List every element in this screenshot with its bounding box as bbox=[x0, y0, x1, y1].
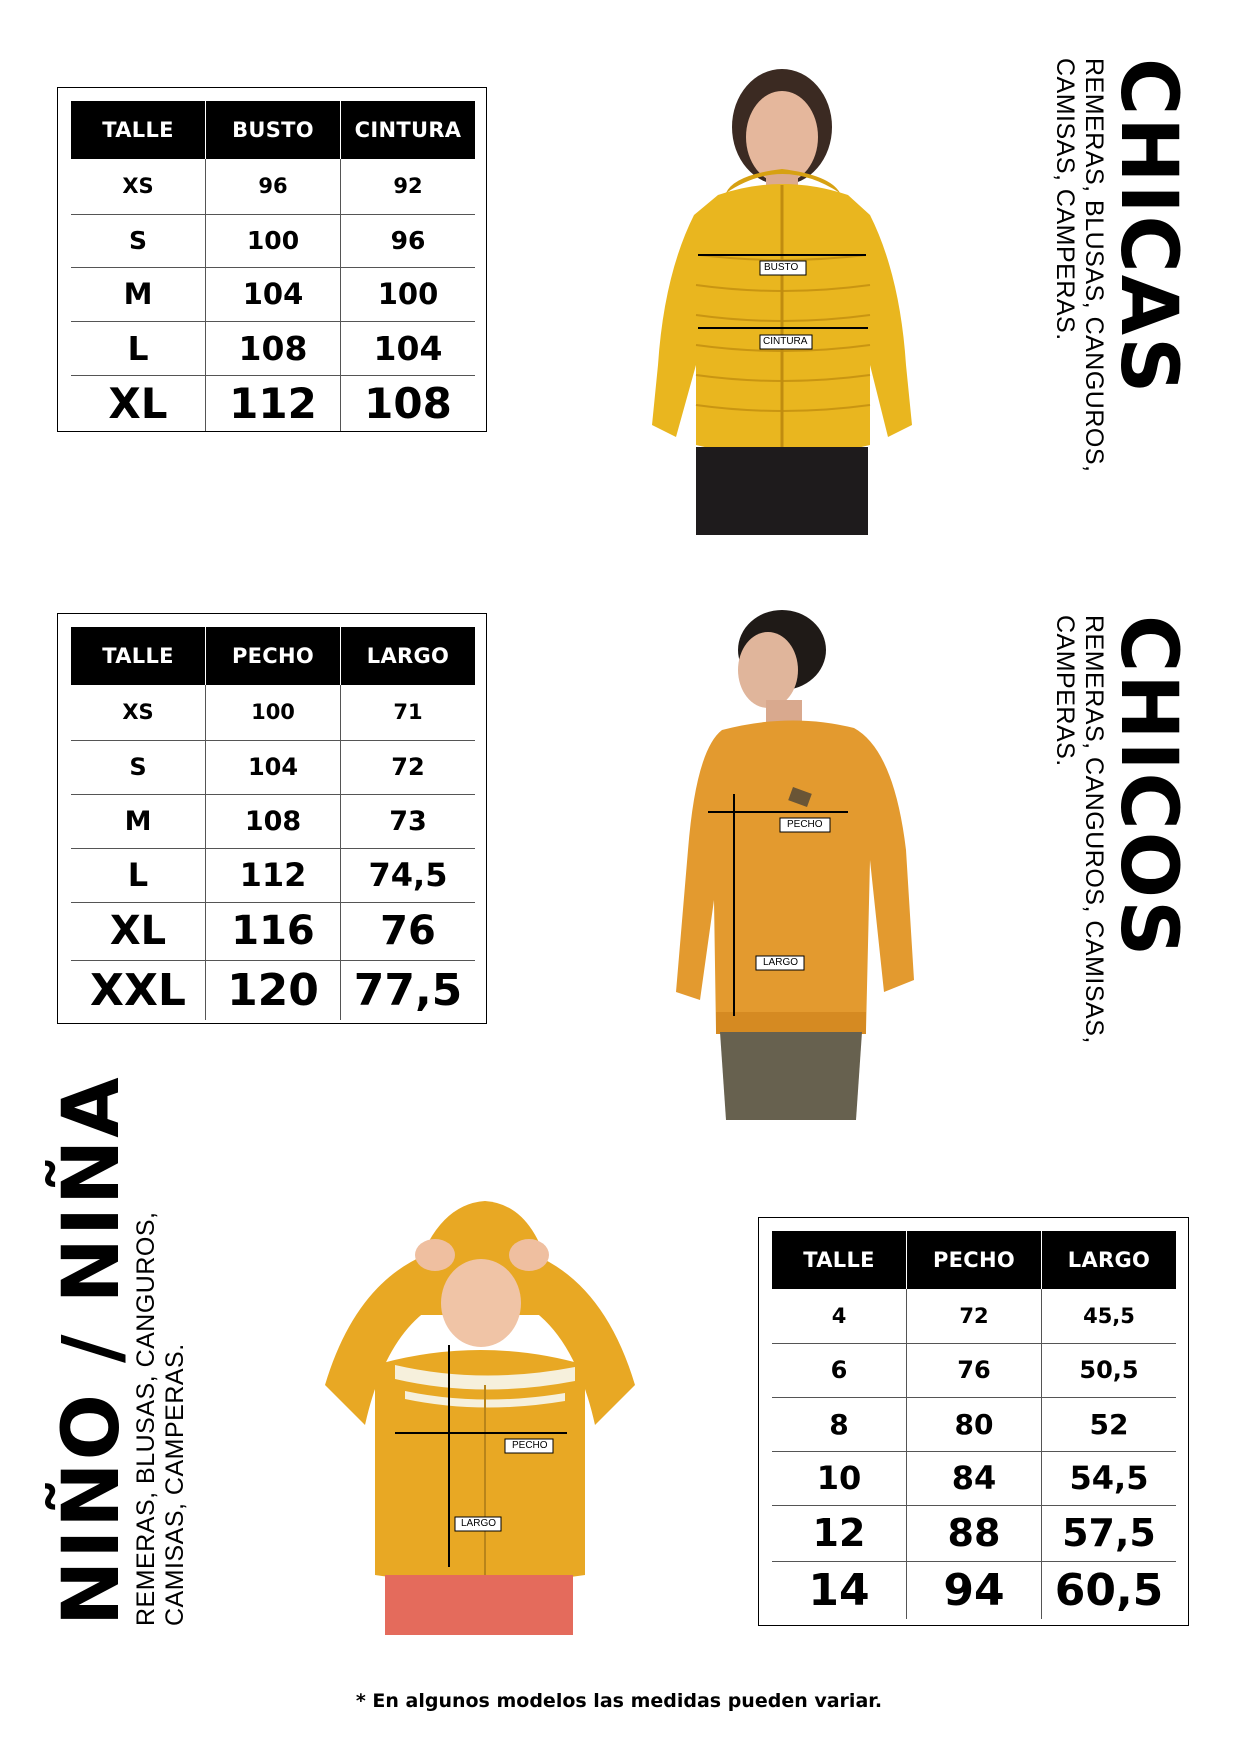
cell-largo: 71 bbox=[341, 685, 476, 740]
pecho-label: PECHO bbox=[787, 819, 823, 830]
table-row bbox=[71, 794, 475, 848]
cell-pecho: 120 bbox=[206, 960, 341, 1020]
ninos-size-table bbox=[758, 1217, 1189, 1626]
cell-size: 10 bbox=[772, 1451, 907, 1505]
cell-largo: 57,5 bbox=[1042, 1505, 1177, 1561]
cell-pecho: 84 bbox=[907, 1451, 1042, 1505]
table-row bbox=[772, 1505, 1176, 1561]
cell-pecho: 116 bbox=[206, 902, 341, 960]
cell-pecho: 104 bbox=[206, 740, 341, 794]
pecho-label: PECHO bbox=[512, 1440, 548, 1451]
chicas-table bbox=[71, 101, 475, 431]
cell-size: M bbox=[71, 267, 206, 321]
table-row bbox=[772, 1561, 1176, 1619]
table-row bbox=[71, 685, 475, 740]
cell-largo: 52 bbox=[1042, 1397, 1177, 1451]
cell-cintura: 96 bbox=[341, 214, 476, 267]
cell-largo: 54,5 bbox=[1042, 1451, 1177, 1505]
table-row bbox=[772, 1397, 1176, 1451]
header-pecho: PECHO bbox=[206, 627, 341, 685]
ninos-heading bbox=[47, 1075, 190, 1626]
table-row bbox=[772, 1289, 1176, 1343]
chicas-size-table bbox=[57, 87, 487, 432]
cell-busto: 100 bbox=[206, 214, 341, 267]
largo-label: LARGO bbox=[461, 1518, 497, 1529]
chicos-heading bbox=[1050, 615, 1193, 1044]
cell-pecho: 100 bbox=[206, 685, 341, 740]
cell-size: L bbox=[71, 848, 206, 902]
cell-size: S bbox=[71, 214, 206, 267]
table-row bbox=[71, 740, 475, 794]
header-largo: LARGO bbox=[1042, 1231, 1177, 1289]
table-row bbox=[71, 375, 475, 431]
chicos-model-illustration bbox=[670, 600, 920, 1120]
header-talle: TALLE bbox=[71, 101, 206, 159]
cell-pecho: 94 bbox=[907, 1561, 1042, 1619]
cell-busto: 108 bbox=[206, 321, 341, 375]
cell-size: XXL bbox=[71, 960, 206, 1020]
cell-largo: 77,5 bbox=[341, 960, 476, 1020]
cell-cintura: 92 bbox=[341, 159, 476, 214]
cell-pecho: 72 bbox=[907, 1289, 1042, 1343]
cell-size: 6 bbox=[772, 1343, 907, 1397]
table-row bbox=[772, 1451, 1176, 1505]
cell-size: 14 bbox=[772, 1561, 907, 1619]
chicos-subtitle-line2: CAMPERAS. bbox=[1051, 615, 1079, 767]
cell-largo: 73 bbox=[341, 794, 476, 848]
table-row bbox=[71, 321, 475, 375]
cell-largo: 60,5 bbox=[1042, 1561, 1177, 1619]
footnote: * En algunos modelos las medidas pueden variar. bbox=[355, 1690, 883, 1712]
table-row bbox=[71, 214, 475, 267]
table-row bbox=[71, 902, 475, 960]
cell-busto: 96 bbox=[206, 159, 341, 214]
cell-cintura: 104 bbox=[341, 321, 476, 375]
chicos-subtitle-line1: REMERAS, CANGUROS, CAMISAS, bbox=[1080, 615, 1108, 1044]
header-largo: LARGO bbox=[341, 627, 476, 685]
cell-size: 12 bbox=[772, 1505, 907, 1561]
cell-size: S bbox=[71, 740, 206, 794]
chicas-heading bbox=[1050, 58, 1193, 473]
cell-busto: 104 bbox=[206, 267, 341, 321]
chicas-model-illustration bbox=[630, 65, 950, 535]
table-row bbox=[71, 159, 475, 214]
cell-pecho: 112 bbox=[206, 848, 341, 902]
cell-size: 8 bbox=[772, 1397, 907, 1451]
chicas-subtitle-line1: REMERAS, BLUSAS, CANGUROS, bbox=[1080, 58, 1108, 473]
cell-busto: 112 bbox=[206, 375, 341, 431]
ninos-subtitle-line1: REMERAS, BLUSAS, CANGUROS, bbox=[132, 1211, 160, 1626]
table-row bbox=[71, 848, 475, 902]
cell-pecho: 76 bbox=[907, 1343, 1042, 1397]
chicos-table bbox=[71, 627, 475, 1020]
cell-size: XL bbox=[71, 375, 206, 431]
cell-pecho: 108 bbox=[206, 794, 341, 848]
cell-size: XL bbox=[71, 902, 206, 960]
largo-label: LARGO bbox=[763, 957, 799, 968]
cell-size: L bbox=[71, 321, 206, 375]
table-row bbox=[772, 1343, 1176, 1397]
cell-size: XS bbox=[122, 174, 154, 199]
cell-cintura: 100 bbox=[341, 267, 476, 321]
chicas-subtitle-line2: CAMISAS, CAMPERAS. bbox=[1051, 58, 1079, 341]
chicos-title: CHICOS bbox=[1103, 615, 1193, 959]
cell-cintura: 108 bbox=[341, 375, 476, 431]
header-talle: TALLE bbox=[772, 1231, 907, 1289]
header-busto: BUSTO bbox=[206, 101, 341, 159]
cell-pecho: 88 bbox=[907, 1505, 1042, 1561]
chicos-size-table bbox=[57, 613, 487, 1024]
cell-largo: 50,5 bbox=[1042, 1343, 1177, 1397]
cintura-label: CINTURA bbox=[763, 336, 808, 347]
table-row bbox=[71, 267, 475, 321]
busto-label: BUSTO bbox=[764, 262, 799, 273]
ninos-model-illustration bbox=[285, 1195, 675, 1635]
chicas-title: CHICAS bbox=[1103, 58, 1193, 396]
ninos-subtitle-line2: CAMISAS, CAMPERAS. bbox=[161, 1343, 189, 1626]
cell-pecho: 80 bbox=[907, 1397, 1042, 1451]
header-pecho: PECHO bbox=[907, 1231, 1042, 1289]
cell-largo: 74,5 bbox=[341, 848, 476, 902]
cell-size: 4 bbox=[831, 1303, 847, 1328]
cell-largo: 72 bbox=[341, 740, 476, 794]
cell-size: M bbox=[71, 794, 206, 848]
cell-largo: 76 bbox=[341, 902, 476, 960]
ninos-title: NIÑO / NIÑA bbox=[47, 1075, 137, 1626]
cell-largo: 45,5 bbox=[1042, 1289, 1177, 1343]
ninos-table bbox=[772, 1231, 1176, 1619]
table-row bbox=[71, 960, 475, 1020]
header-cintura: CINTURA bbox=[341, 101, 476, 159]
cell-size: XS bbox=[122, 700, 154, 725]
header-talle: TALLE bbox=[71, 627, 206, 685]
